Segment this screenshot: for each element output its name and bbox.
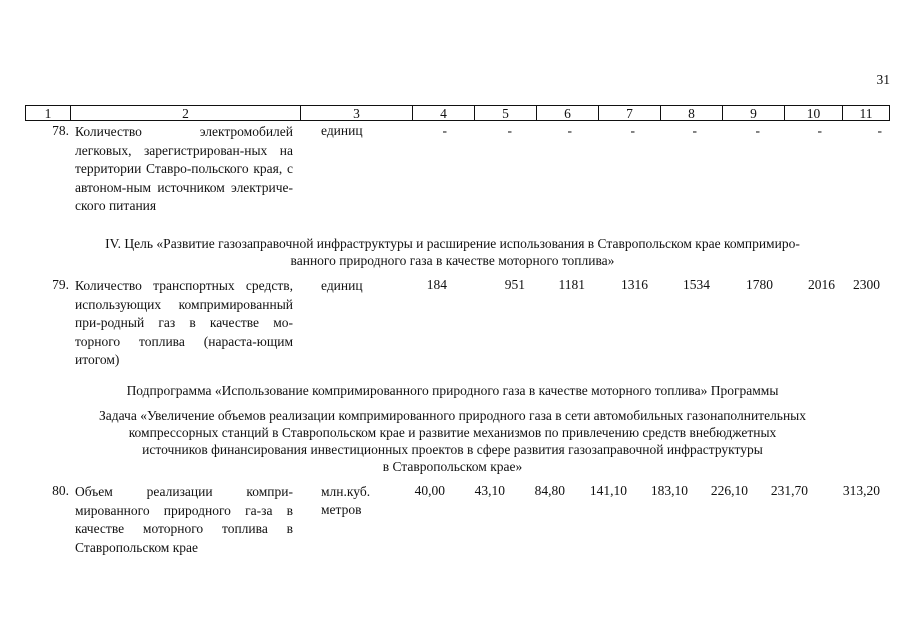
row-value: 1181 [558,277,585,292]
header-col-5: 5 [474,106,536,120]
task-heading-line-3: источников финансирования инвестиционных проектов в сфере развития газозаправочной инфраструктуры [142,442,763,457]
row-unit: единиц [321,123,363,138]
header-col-6: 6 [536,106,598,120]
subprogram-heading: Подпрограмма «Использование компримированного природного газа в качестве моторного топлива» Программы [126,383,779,398]
row-description: Количество электромобилей легковых, зарегистрирован-ных на территории Ставро-польского края, с автоном-ным источником электриче-ского питания [75,124,293,213]
header-col-4: 4 [412,106,474,120]
header-col-7: 7 [598,106,660,120]
task-heading-line-2: компрессорных станций в Ставропольском крае и развитие механизмов по привлечению средств внебюджетных [128,425,777,440]
row-value: - [755,123,760,138]
row-value: 226,10 [710,483,748,498]
row-value: 2016 [808,277,835,292]
header-col-9: 9 [722,106,784,120]
row-number: 79. [52,277,69,292]
row-number: 78. [52,123,69,138]
header-col-1: 1 [44,106,52,121]
row-value: 84,80 [534,483,565,498]
goal-heading-line-2: ванного природного газа в качестве моторного топлива» [290,253,615,268]
row-value: 313,20 [842,483,880,498]
row-value: 184 [426,277,447,292]
row-value: 1534 [683,277,710,292]
row-value: 1316 [621,277,648,292]
row-value: - [877,123,882,138]
row-value: 40,00 [414,483,445,498]
row-value: 1780 [746,277,773,292]
goal-heading-line-1: IV. Цель «Развитие газозаправочной инфраструктуры и расширение использования в Ставропольском крае компримиро- [105,236,800,251]
row-description: Количество транспортных средств, использующих компримированный при-родный газ в качестве мо-торного топлива (нараста-ющим итогом) [75,278,293,367]
header-col-8: 8 [660,106,722,120]
row-value: 43,10 [474,483,505,498]
page-number: 31 [876,72,890,87]
header-col-2: 2 [70,106,300,120]
row-value: - [630,123,635,138]
row-value: 141,10 [589,483,627,498]
row-value: - [567,123,572,138]
row-value: 231,70 [770,483,808,498]
header-col-11: 11 [842,106,889,120]
header-col-10: 10 [784,106,842,120]
row-value: - [507,123,512,138]
row-number: 80. [52,483,69,498]
row-value: 951 [504,277,525,292]
row-unit: единиц [321,278,363,293]
row-value: 2300 [853,277,880,292]
row-value: - [817,123,822,138]
row-description: Объем реализации компри-мированного природного га-за в качестве моторного топлива в Ставропольском крае [75,484,293,555]
row-value: 183,10 [650,483,688,498]
task-heading-line-4: в Ставропольском крае» [382,459,523,474]
task-heading-line-1: Задача «Увеличение объемов реализации компримированного природного газа в сети автомобильных газонаполнительных [98,408,807,423]
row-value: - [442,123,447,138]
table-header [25,105,890,121]
row-value: - [692,123,697,138]
header-col-3: 3 [300,106,412,120]
row-unit: млн.куб. метров [321,484,371,517]
